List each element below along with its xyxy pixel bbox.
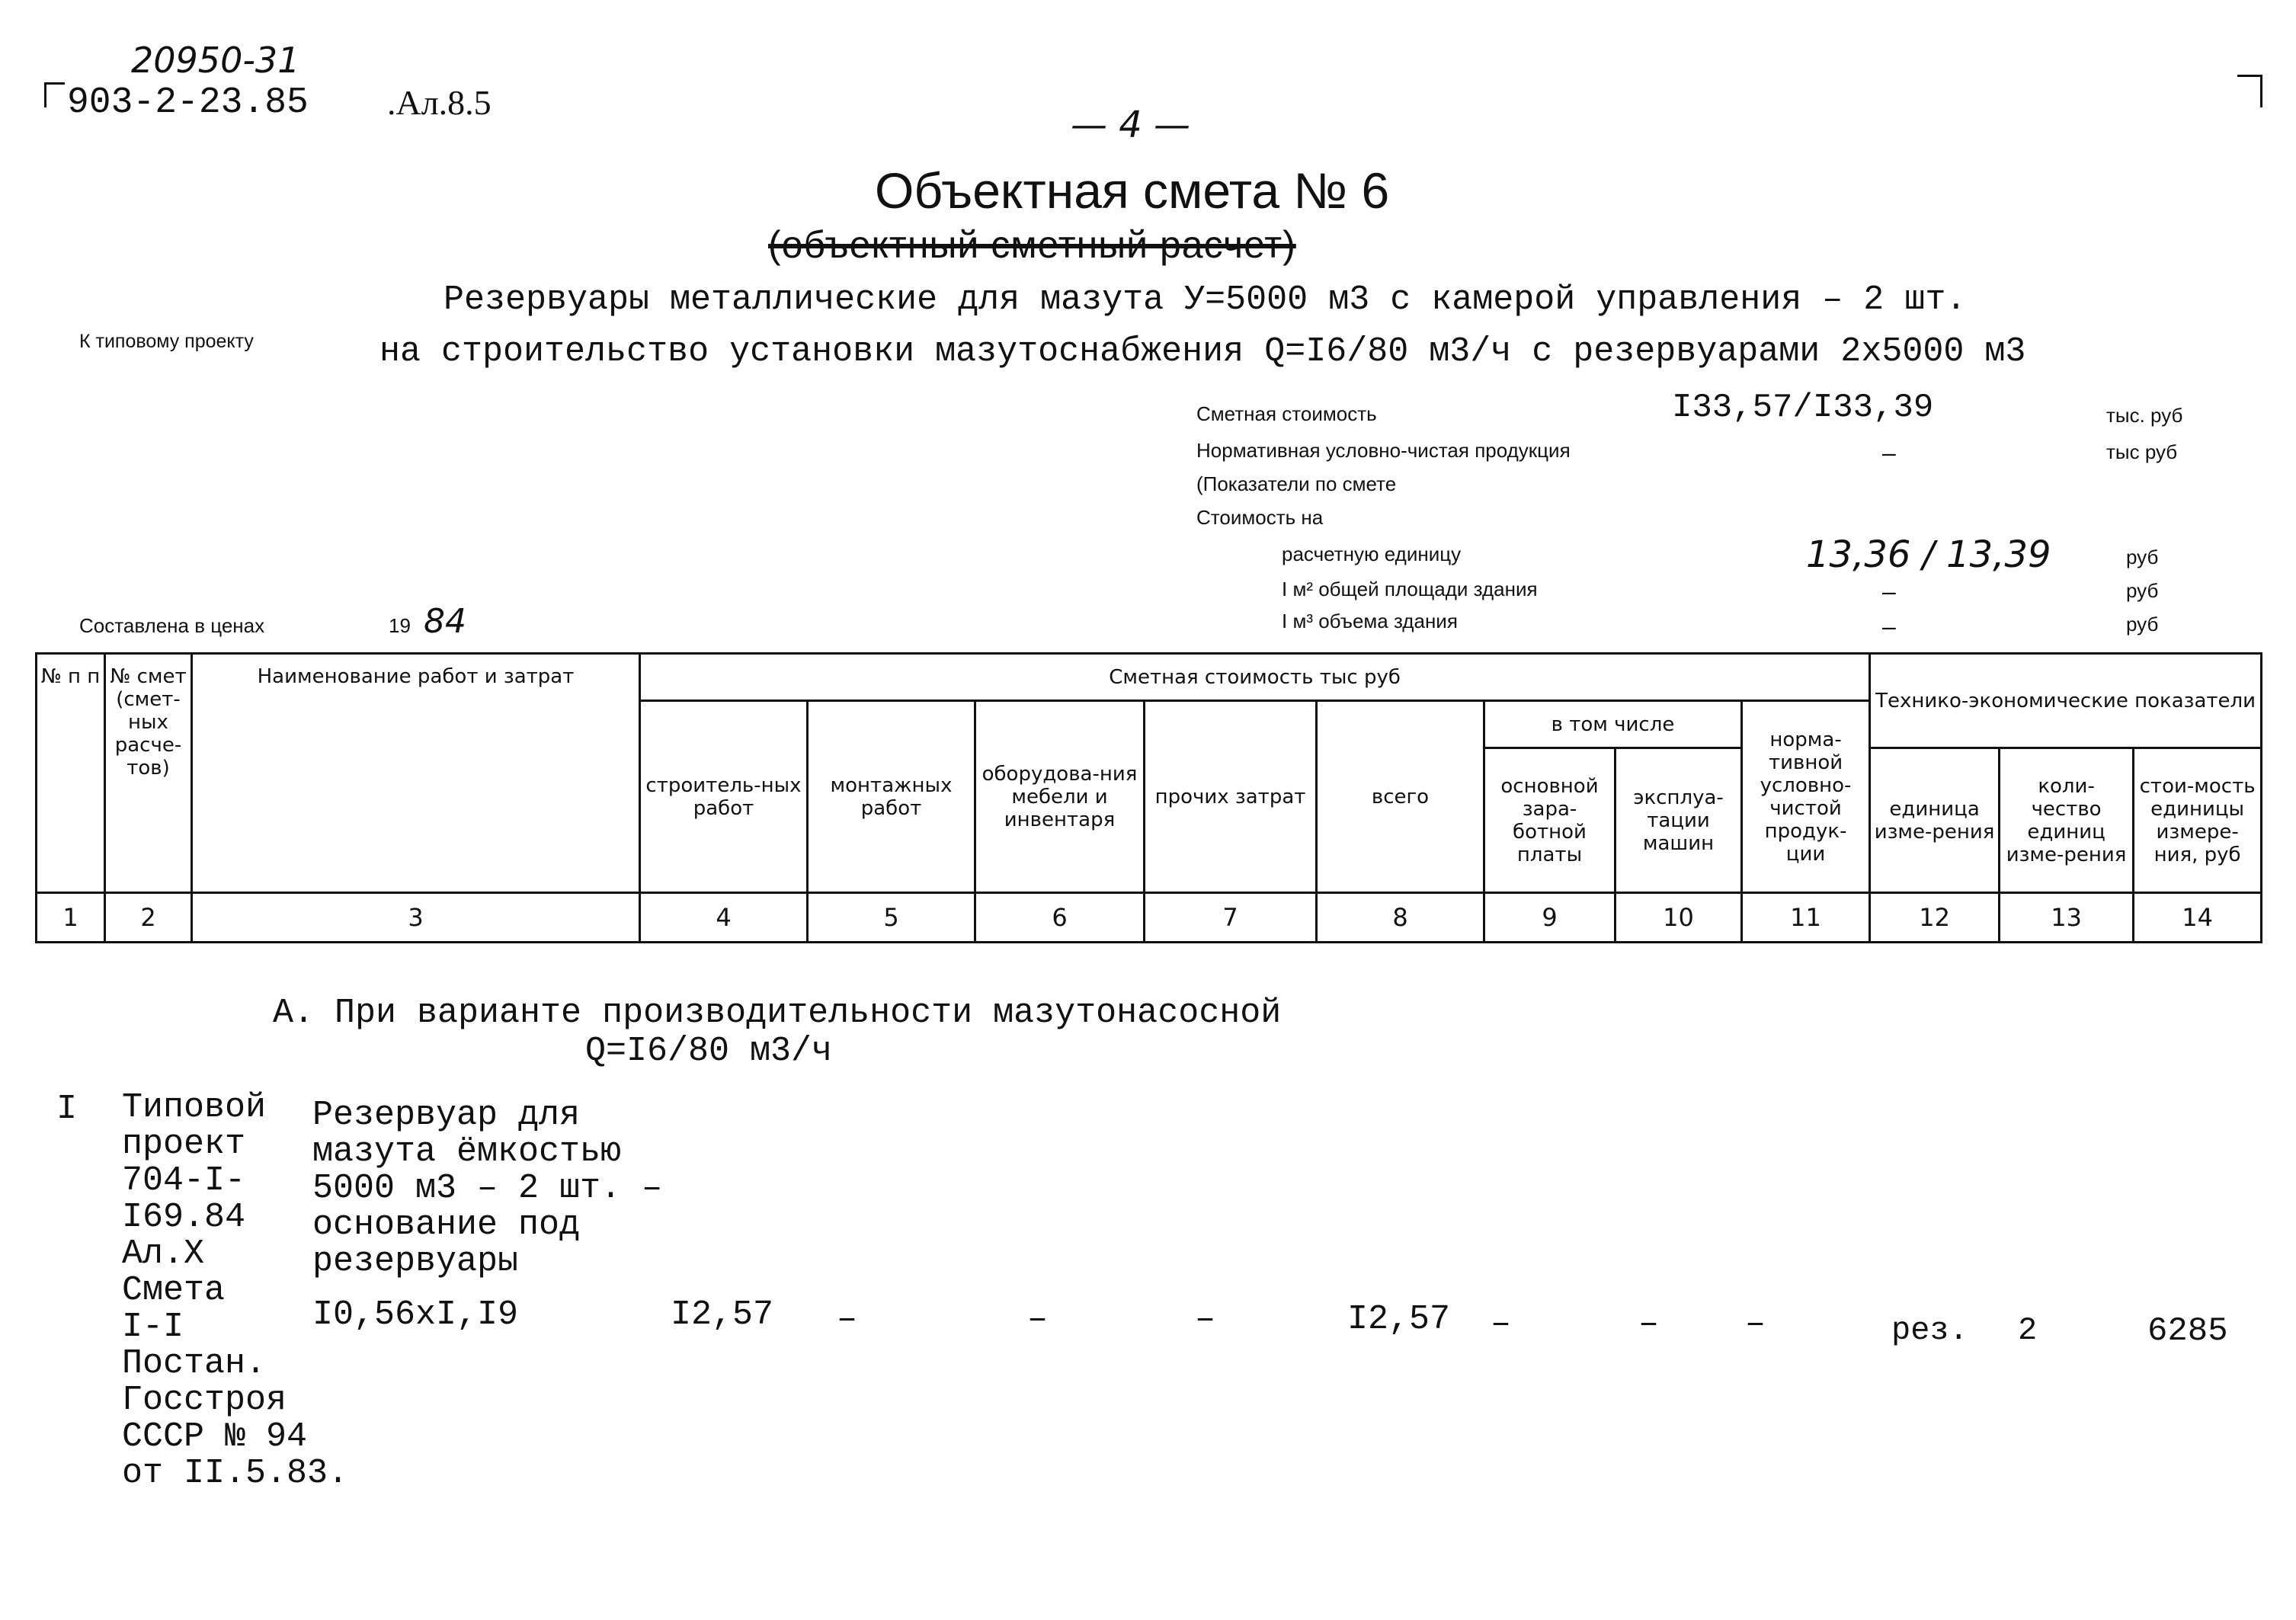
prices-year-prefix: 19 bbox=[389, 614, 411, 637]
group-tech-header: Технико-экономические показатели bbox=[1870, 654, 2262, 748]
row-quantity: 2 bbox=[2018, 1312, 2038, 1349]
row-wages-cost: – bbox=[1491, 1305, 1512, 1343]
group-cost-header: Сметная стоимость тыс руб bbox=[640, 654, 1870, 701]
column-number: 2 bbox=[105, 893, 192, 943]
area-value: – bbox=[1882, 578, 1896, 605]
corner-mark-right bbox=[2237, 75, 2262, 107]
volume-value: – bbox=[1882, 613, 1896, 640]
estimate-line: Смета bbox=[122, 1271, 226, 1310]
col-other-header: прочих затрат bbox=[1145, 701, 1317, 893]
column-number: 10 bbox=[1616, 893, 1742, 943]
col-construction-header: строитель-ных работ bbox=[640, 701, 808, 893]
col-unit-header: единица изме-рения bbox=[1870, 748, 2000, 893]
name-line: мазута ёмкостью bbox=[312, 1132, 622, 1171]
col-equipment-header: оборудова-ния мебели и инвентаря bbox=[975, 701, 1145, 893]
row-calculation: I0,56хI,I9 bbox=[312, 1295, 519, 1334]
row-installation-cost: – bbox=[837, 1300, 858, 1339]
col-unit-cost-header: стои-мость единицы измере-ния, руб bbox=[2134, 748, 2262, 893]
row-other-cost: – bbox=[1195, 1300, 1216, 1339]
cost-label: Сметная стоимость bbox=[1196, 402, 1377, 425]
estimate-line: Госстроя bbox=[122, 1381, 287, 1420]
page-title: Объектная смета № 6 bbox=[875, 162, 1390, 219]
struck-subtitle: (объектный сметный расчет) bbox=[768, 223, 1296, 266]
volume-unit: руб bbox=[2126, 613, 2159, 636]
row-equipment-cost: – bbox=[1027, 1300, 1049, 1339]
estimate-line: от II.5.83. bbox=[122, 1454, 349, 1493]
column-number: 13 bbox=[2000, 893, 2134, 943]
col-total-header: всего bbox=[1317, 701, 1484, 893]
handwritten-number: 20950-31 bbox=[131, 40, 300, 81]
row-total-cost: I2,57 bbox=[1347, 1300, 1451, 1339]
album-label: .Ал.8.5 bbox=[387, 83, 492, 122]
column-number: 4 bbox=[640, 893, 808, 943]
norm-unit: тыс руб bbox=[2106, 440, 2178, 463]
corner-mark-left bbox=[44, 82, 65, 107]
project-description: на строительство установки мазутоснабжения Q=I6/80 м3/ч с резервуарами 2х5000 м3 bbox=[379, 332, 2026, 371]
col-wages-header: основной зара-ботной платы bbox=[1484, 748, 1616, 893]
document-code: 903-2-23.85 bbox=[67, 82, 309, 123]
row-unit-cost: 6285 bbox=[2147, 1312, 2228, 1350]
calc-unit-label: расчетную единицу bbox=[1282, 543, 1462, 565]
column-number: 7 bbox=[1145, 893, 1317, 943]
col-quantity-header: коли-чество единиц изме-рения bbox=[2000, 748, 2134, 893]
object-subtitle: Резервуары металлические для мазута У=5000 м3 с камерой управления – 2 шт. bbox=[444, 280, 1967, 319]
col-num-header: № п п bbox=[37, 654, 105, 893]
col-estimates-header: № смет (смет-ных расче-тов) bbox=[105, 654, 192, 893]
estimate-line: 704-I- bbox=[122, 1161, 246, 1200]
estimate-header-table bbox=[35, 652, 2262, 943]
name-line: 5000 м3 – 2 шт. – bbox=[312, 1169, 663, 1208]
column-number: 1 bbox=[37, 893, 105, 943]
volume-label: I м³ объема здания bbox=[1282, 610, 1458, 632]
column-number: 9 bbox=[1484, 893, 1616, 943]
calc-unit-unit: руб bbox=[2126, 546, 2159, 568]
col-installation-header: монтажных работ bbox=[808, 701, 975, 893]
col-name-header: Наименование работ и затрат bbox=[192, 654, 640, 893]
section-subheading: Q=I6/80 м3/ч bbox=[585, 1032, 833, 1071]
project-prefix: К типовому проекту bbox=[79, 331, 254, 352]
unit-cost-label: Стоимость на bbox=[1196, 506, 1324, 529]
prices-label: Составлена в ценах bbox=[79, 614, 265, 637]
norm-label: Нормативная условно-чистая продукция bbox=[1196, 439, 1571, 462]
norm-value: – bbox=[1882, 439, 1896, 466]
column-number: 5 bbox=[808, 893, 975, 943]
row-work-name bbox=[312, 1097, 662, 1280]
name-line: резервуары bbox=[312, 1242, 519, 1281]
col-machines-header: эксплуа-тации машин bbox=[1616, 748, 1742, 893]
column-number: 11 bbox=[1742, 893, 1870, 943]
estimate-line: СССР № 94 bbox=[122, 1417, 308, 1456]
estimate-line: I-I bbox=[122, 1308, 184, 1346]
prices-year: 84 bbox=[424, 602, 466, 641]
name-line: Резервуар для bbox=[312, 1096, 581, 1135]
name-line: основание под bbox=[312, 1205, 581, 1244]
estimate-line: Ал.X bbox=[122, 1234, 205, 1273]
row-construction-cost: I2,57 bbox=[671, 1295, 774, 1334]
area-label: I м² общей площади здания bbox=[1282, 578, 1538, 600]
column-number: 6 bbox=[975, 893, 1145, 943]
estimate-line: I69.84 bbox=[122, 1198, 246, 1237]
row-machines-cost: – bbox=[1638, 1305, 1660, 1343]
section-heading: А. При варианте производительности мазутонасосной bbox=[273, 994, 1282, 1033]
column-number: 12 bbox=[1870, 893, 2000, 943]
group-including-header: в том числе bbox=[1484, 701, 1742, 748]
estimate-line: Типовой bbox=[122, 1088, 267, 1127]
row-normative-cost: – bbox=[1745, 1305, 1766, 1343]
calc-unit-value: 13,36 / 13,39 bbox=[1806, 533, 2051, 576]
page-number: — 4 — bbox=[1071, 104, 1191, 146]
column-number: 8 bbox=[1317, 893, 1484, 943]
area-unit: руб bbox=[2126, 579, 2159, 602]
column-number: 3 bbox=[192, 893, 640, 943]
cost-value: I33,57/I33,39 bbox=[1672, 389, 1934, 427]
row-number: I bbox=[56, 1090, 78, 1129]
estimate-line: проект bbox=[122, 1125, 246, 1164]
indicators-label: (Показатели по смете bbox=[1196, 472, 1397, 495]
estimate-line: Постан. bbox=[122, 1344, 267, 1383]
column-number: 14 bbox=[2134, 893, 2262, 943]
cost-unit: тыс. руб bbox=[2106, 404, 2183, 427]
row-unit: рез. bbox=[1891, 1312, 1968, 1349]
col-normative-header: норма-тивной условно-чистой продук-ции bbox=[1742, 701, 1870, 893]
